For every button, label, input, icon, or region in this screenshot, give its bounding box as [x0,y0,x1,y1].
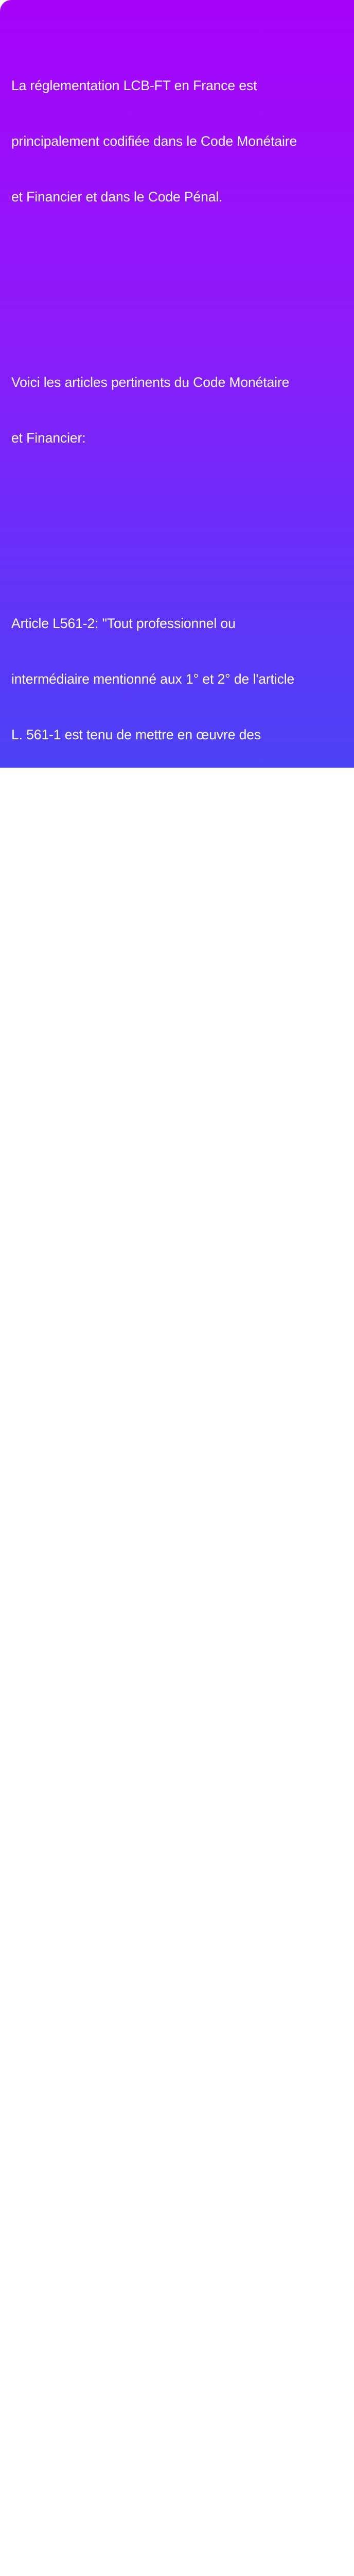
text-line: blanchiment de capitaux ou de financement du [11,1580,291,1596]
text-line: Article 421-2-1: "Le financement du terrorisme [11,2359,288,2375]
text-line: puni de cinq ans d'emprisonnement et de 375 [11,2007,285,2022]
text-line: mesures de diligence raisonnable pour évaluer [11,783,292,798]
text-line: ou auxquelles il accorde une aide quelconque, [11,1469,290,1484]
text-line: adéquates pour s'assurer que les personnes [11,1358,278,1373]
article-324-1 [11,1912,354,2283]
text-line: Article L561-2: "Tout professionnel ou [11,616,236,631]
text-line: fonction de ces risques." [11,1061,158,1076]
text-line: financement du terrorisme auxquels il est [11,894,258,909]
cmf-heading [11,336,354,484]
text-line: moyen que ce soit, au blanchiment de capitaux." [11,2229,302,2245]
text-line: intermédiaire mentionné aux 1° et 2° de l'article [11,1246,295,1262]
text-line: intermédiaire mentionné aux 1° et 2° de l'article [11,671,295,687]
text-line: morales qu'il crée, gère, conseille ou surveille, [11,1413,288,1429]
text-line: 000 € d'amende. Sera puni de la même peine le [11,2470,299,2486]
text-line: La réglementation LCB-FT en France est [11,78,257,93]
intro-paragraph [11,39,354,243]
text-line: Article 324-1: "Le blanchiment de capitaux est [11,1951,286,1967]
text-line: terrorisme." [11,1636,81,1651]
article-421-2-1 [11,2320,354,2576]
text-line: exposé dans le cadre de ses activités, de [11,950,259,965]
text-line: L. 561-1 est tenu de mettre en œuvre des [11,727,261,742]
text-line: ne sont pas utilisées pour des activités de [11,1524,262,1540]
text-line: Voici les articles pertinents du Code Monétaire [11,375,290,390]
article-l561-4 [11,1152,354,1690]
text-line: Article L561-4: "Tout professionnel ou [11,1191,236,1206]
article-l561-2 [11,577,354,1115]
text-line: manière à pouvoir adapter ces mesures en [11,1005,269,1021]
text-line: et Financier et dans le Code Pénal. [11,189,223,205]
text-line: tenter de participer ou de faciliter, par quelque [11,2174,287,2189]
text-line: est puni de dix ans d'emprisonnement et de 750 [11,2415,299,2430]
message-text [11,2,354,2576]
text-line: Voici les articles pertinents du Code Pénal: [11,1766,268,1781]
text-line: fait, soit de participer, soit de faciliter, soit de [11,2118,276,2133]
text-line: principalement codifiée dans le Code Monétaire [11,133,297,149]
text-line: 000 € d'amende. Sera puni de la même peine le [11,2062,299,2078]
text-line: les risques de blanchiment de capitaux et de [11,838,278,854]
text-line: et Financier: [11,430,86,446]
cp-heading [11,1727,354,1820]
text-line: L. 561-1 est tenu de prendre des mesures [11,1302,263,1317]
text-line: fait, soit de participer, soit de faciliter, soit de [11,2526,276,2541]
